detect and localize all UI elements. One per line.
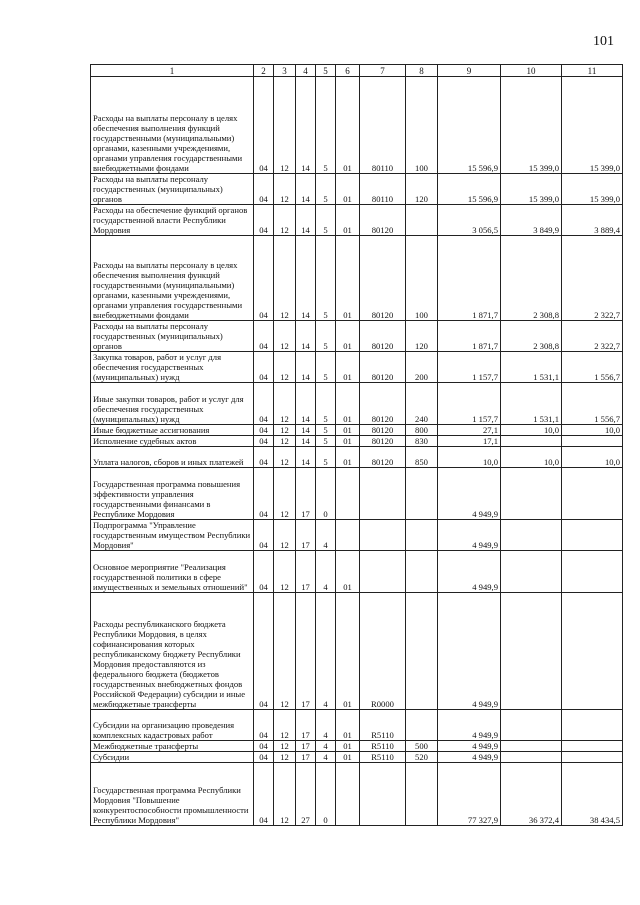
cell-col-7: 80110 bbox=[360, 174, 406, 205]
cell-col-9: 10,0 bbox=[438, 447, 501, 468]
cell-col-11: 38 434,5 bbox=[562, 763, 623, 826]
table-row bbox=[91, 763, 623, 826]
cell-col-7: 80120 bbox=[360, 352, 406, 383]
cell-col-3: 12 bbox=[274, 174, 296, 205]
cell-col-11 bbox=[562, 468, 623, 520]
row-name-cell: Закупка товаров, работ и услуг для обеспечения государственных (муниципальных) нужд bbox=[91, 352, 254, 383]
page-number: 101 bbox=[593, 34, 614, 49]
cell-col-4: 14 bbox=[296, 436, 316, 447]
cell-col-5: 4 bbox=[316, 520, 336, 551]
cell-col-10 bbox=[501, 710, 562, 741]
cell-col-3: 12 bbox=[274, 763, 296, 826]
cell-col-10 bbox=[501, 551, 562, 593]
table-row bbox=[91, 174, 623, 205]
column-header-10: 10 bbox=[501, 65, 562, 77]
cell-col-7: 80120 bbox=[360, 321, 406, 352]
cell-col-6: 01 bbox=[336, 593, 360, 710]
cell-col-2: 04 bbox=[254, 447, 274, 468]
cell-col-5: 4 bbox=[316, 593, 336, 710]
row-name-cell: Подпрограмма "Управление государственным имуществом Республики Мордовия" bbox=[91, 520, 254, 551]
row-name-cell: Основное мероприятие "Реализация государственной политики в сфере имущественных и земельных отношений" bbox=[91, 551, 254, 593]
cell-col-3: 12 bbox=[274, 383, 296, 425]
cell-col-5: 4 bbox=[316, 741, 336, 752]
cell-col-6 bbox=[336, 520, 360, 551]
column-header-5: 5 bbox=[316, 65, 336, 77]
cell-col-8: 200 bbox=[406, 352, 438, 383]
cell-col-11 bbox=[562, 710, 623, 741]
cell-col-10: 36 372,4 bbox=[501, 763, 562, 826]
budget-table bbox=[90, 64, 623, 826]
row-name-cell: Расходы на выплаты персоналу государственных (муниципальных) органов bbox=[91, 321, 254, 352]
cell-col-10 bbox=[501, 520, 562, 551]
cell-col-8: 100 bbox=[406, 236, 438, 321]
cell-col-10: 1 531,1 bbox=[501, 383, 562, 425]
cell-col-10: 10,0 bbox=[501, 425, 562, 436]
cell-col-8: 240 bbox=[406, 383, 438, 425]
cell-col-8 bbox=[406, 205, 438, 236]
cell-col-10: 2 308,8 bbox=[501, 236, 562, 321]
cell-col-2: 04 bbox=[254, 77, 274, 174]
table-row bbox=[91, 383, 623, 425]
table-row bbox=[91, 436, 623, 447]
cell-col-2: 04 bbox=[254, 551, 274, 593]
cell-col-8: 500 bbox=[406, 741, 438, 752]
cell-col-9: 1 157,7 bbox=[438, 383, 501, 425]
cell-col-3: 12 bbox=[274, 205, 296, 236]
cell-col-9: 4 949,9 bbox=[438, 551, 501, 593]
row-name-cell: Расходы на выплаты персоналу в целях обеспечения выполнения функций государственными (муниципальными) органами, казенными учреждениями, органами управления государственными внебюджетными фондами bbox=[91, 236, 254, 321]
cell-col-6: 01 bbox=[336, 436, 360, 447]
cell-col-6: 01 bbox=[336, 447, 360, 468]
column-header-2: 2 bbox=[254, 65, 274, 77]
header-row bbox=[91, 65, 623, 77]
cell-col-3: 12 bbox=[274, 520, 296, 551]
table-row bbox=[91, 447, 623, 468]
cell-col-9: 4 949,9 bbox=[438, 468, 501, 520]
column-header-6: 6 bbox=[336, 65, 360, 77]
table-row bbox=[91, 321, 623, 352]
row-name-cell: Уплата налогов, сборов и иных платежей bbox=[91, 447, 254, 468]
cell-col-7: R0000 bbox=[360, 593, 406, 710]
table-row bbox=[91, 205, 623, 236]
cell-col-9: 4 949,9 bbox=[438, 741, 501, 752]
cell-col-5: 0 bbox=[316, 763, 336, 826]
cell-col-6: 01 bbox=[336, 236, 360, 321]
cell-col-4: 14 bbox=[296, 447, 316, 468]
cell-col-6: 01 bbox=[336, 174, 360, 205]
cell-col-7 bbox=[360, 468, 406, 520]
cell-col-6: 01 bbox=[336, 383, 360, 425]
cell-col-6: 01 bbox=[336, 710, 360, 741]
cell-col-6: 01 bbox=[336, 77, 360, 174]
cell-col-2: 04 bbox=[254, 174, 274, 205]
row-name-cell: Исполнение судебных актов bbox=[91, 436, 254, 447]
cell-col-7: 80120 bbox=[360, 447, 406, 468]
cell-col-10 bbox=[501, 436, 562, 447]
cell-col-4: 17 bbox=[296, 520, 316, 551]
cell-col-6 bbox=[336, 763, 360, 826]
cell-col-2: 04 bbox=[254, 752, 274, 763]
cell-col-8: 830 bbox=[406, 436, 438, 447]
cell-col-4: 14 bbox=[296, 425, 316, 436]
cell-col-5: 4 bbox=[316, 752, 336, 763]
cell-col-11: 10,0 bbox=[562, 425, 623, 436]
cell-col-8 bbox=[406, 468, 438, 520]
cell-col-4: 17 bbox=[296, 741, 316, 752]
cell-col-2: 04 bbox=[254, 593, 274, 710]
cell-col-11: 10,0 bbox=[562, 447, 623, 468]
table-row bbox=[91, 77, 623, 174]
cell-col-11 bbox=[562, 436, 623, 447]
cell-col-3: 12 bbox=[274, 468, 296, 520]
cell-col-2: 04 bbox=[254, 710, 274, 741]
cell-col-11: 2 322,7 bbox=[562, 236, 623, 321]
cell-col-5: 5 bbox=[316, 383, 336, 425]
cell-col-3: 12 bbox=[274, 77, 296, 174]
cell-col-9: 1 871,7 bbox=[438, 236, 501, 321]
cell-col-7 bbox=[360, 520, 406, 551]
cell-col-5: 5 bbox=[316, 77, 336, 174]
cell-col-11 bbox=[562, 752, 623, 763]
cell-col-3: 12 bbox=[274, 551, 296, 593]
row-name-cell: Расходы на обеспечение функций органов государственной власти Республики Мордовия bbox=[91, 205, 254, 236]
cell-col-2: 04 bbox=[254, 741, 274, 752]
cell-col-7: 80120 bbox=[360, 425, 406, 436]
table-row bbox=[91, 236, 623, 321]
cell-col-2: 04 bbox=[254, 205, 274, 236]
cell-col-2: 04 bbox=[254, 383, 274, 425]
table-row bbox=[91, 710, 623, 741]
cell-col-10 bbox=[501, 468, 562, 520]
cell-col-5: 5 bbox=[316, 425, 336, 436]
cell-col-5: 5 bbox=[316, 436, 336, 447]
cell-col-8: 120 bbox=[406, 321, 438, 352]
cell-col-11: 1 556,7 bbox=[562, 352, 623, 383]
table-row bbox=[91, 520, 623, 551]
cell-col-8: 120 bbox=[406, 174, 438, 205]
table-row bbox=[91, 551, 623, 593]
row-name-cell: Государственная программа повышения эффективности управления государственными финансами в Республике Мордовия bbox=[91, 468, 254, 520]
cell-col-8 bbox=[406, 710, 438, 741]
column-header-7: 7 bbox=[360, 65, 406, 77]
table-row bbox=[91, 752, 623, 763]
cell-col-8 bbox=[406, 520, 438, 551]
cell-col-11 bbox=[562, 520, 623, 551]
cell-col-3: 12 bbox=[274, 436, 296, 447]
cell-col-4: 14 bbox=[296, 383, 316, 425]
row-name-cell: Иные закупки товаров, работ и услуг для обеспечения государственных (муниципальных) нужд bbox=[91, 383, 254, 425]
cell-col-7: 80120 bbox=[360, 205, 406, 236]
cell-col-3: 12 bbox=[274, 236, 296, 321]
cell-col-11: 15 399,0 bbox=[562, 174, 623, 205]
cell-col-3: 12 bbox=[274, 447, 296, 468]
cell-col-7: R5110 bbox=[360, 710, 406, 741]
cell-col-4: 14 bbox=[296, 174, 316, 205]
cell-col-7: 80110 bbox=[360, 77, 406, 174]
cell-col-9: 4 949,9 bbox=[438, 593, 501, 710]
cell-col-7: R5110 bbox=[360, 752, 406, 763]
cell-col-8: 850 bbox=[406, 447, 438, 468]
column-header-9: 9 bbox=[438, 65, 501, 77]
cell-col-6: 01 bbox=[336, 551, 360, 593]
row-name-cell: Расходы республиканского бюджета Республики Мордовия, в целях софинансирования которых республиканскому бюджету Республики Мордовия предоставляются из федерального бюджета (бюджетов государственных внебюджетных фондов Российской Федерации) субсидии и иные межбюджетные трансферты bbox=[91, 593, 254, 710]
row-name-cell: Государственная программа Республики Мордовия "Повышение конкурентоспособности промышленности Республики Мордовия" bbox=[91, 763, 254, 826]
cell-col-5: 5 bbox=[316, 321, 336, 352]
column-header-11: 11 bbox=[562, 65, 623, 77]
cell-col-9: 15 596,9 bbox=[438, 77, 501, 174]
cell-col-10: 15 399,0 bbox=[501, 174, 562, 205]
cell-col-7: 80120 bbox=[360, 383, 406, 425]
cell-col-4: 17 bbox=[296, 468, 316, 520]
cell-col-5: 5 bbox=[316, 174, 336, 205]
cell-col-6: 01 bbox=[336, 425, 360, 436]
cell-col-5: 5 bbox=[316, 236, 336, 321]
cell-col-9: 27,1 bbox=[438, 425, 501, 436]
cell-col-10: 1 531,1 bbox=[501, 352, 562, 383]
cell-col-4: 17 bbox=[296, 752, 316, 763]
table-row bbox=[91, 593, 623, 710]
cell-col-4: 27 bbox=[296, 763, 316, 826]
row-name-cell: Субсидии на организацию проведения комплексных кадастровых работ bbox=[91, 710, 254, 741]
table-row bbox=[91, 741, 623, 752]
row-name-cell: Межбюджетные трансферты bbox=[91, 741, 254, 752]
cell-col-3: 12 bbox=[274, 352, 296, 383]
cell-col-6: 01 bbox=[336, 741, 360, 752]
cell-col-11: 1 556,7 bbox=[562, 383, 623, 425]
cell-col-5: 0 bbox=[316, 468, 336, 520]
cell-col-9: 1 871,7 bbox=[438, 321, 501, 352]
cell-col-4: 14 bbox=[296, 77, 316, 174]
cell-col-10: 3 849,9 bbox=[501, 205, 562, 236]
cell-col-10: 15 399,0 bbox=[501, 77, 562, 174]
row-name-cell: Субсидии bbox=[91, 752, 254, 763]
cell-col-6: 01 bbox=[336, 752, 360, 763]
cell-col-5: 5 bbox=[316, 352, 336, 383]
cell-col-2: 04 bbox=[254, 321, 274, 352]
column-header-4: 4 bbox=[296, 65, 316, 77]
cell-col-2: 04 bbox=[254, 520, 274, 551]
cell-col-11 bbox=[562, 741, 623, 752]
cell-col-4: 14 bbox=[296, 321, 316, 352]
cell-col-8: 100 bbox=[406, 77, 438, 174]
cell-col-4: 14 bbox=[296, 352, 316, 383]
cell-col-7: 80120 bbox=[360, 236, 406, 321]
table-row bbox=[91, 425, 623, 436]
cell-col-8: 800 bbox=[406, 425, 438, 436]
table-row bbox=[91, 468, 623, 520]
cell-col-4: 14 bbox=[296, 236, 316, 321]
cell-col-2: 04 bbox=[254, 425, 274, 436]
cell-col-2: 04 bbox=[254, 352, 274, 383]
cell-col-11 bbox=[562, 593, 623, 710]
cell-col-8 bbox=[406, 593, 438, 710]
cell-col-9: 4 949,9 bbox=[438, 710, 501, 741]
table-row bbox=[91, 352, 623, 383]
cell-col-8 bbox=[406, 551, 438, 593]
cell-col-5: 4 bbox=[316, 551, 336, 593]
cell-col-8: 520 bbox=[406, 752, 438, 763]
cell-col-3: 12 bbox=[274, 425, 296, 436]
cell-col-8 bbox=[406, 763, 438, 826]
cell-col-3: 12 bbox=[274, 710, 296, 741]
cell-col-2: 04 bbox=[254, 763, 274, 826]
cell-col-6 bbox=[336, 468, 360, 520]
row-name-cell: Расходы на выплаты персоналу государственных (муниципальных) органов bbox=[91, 174, 254, 205]
cell-col-11 bbox=[562, 551, 623, 593]
cell-col-9: 3 056,5 bbox=[438, 205, 501, 236]
cell-col-10: 2 308,8 bbox=[501, 321, 562, 352]
cell-col-11: 15 399,0 bbox=[562, 77, 623, 174]
cell-col-9: 4 949,9 bbox=[438, 520, 501, 551]
cell-col-4: 17 bbox=[296, 593, 316, 710]
cell-col-5: 5 bbox=[316, 447, 336, 468]
cell-col-2: 04 bbox=[254, 236, 274, 321]
cell-col-4: 17 bbox=[296, 551, 316, 593]
cell-col-3: 12 bbox=[274, 741, 296, 752]
cell-col-10 bbox=[501, 752, 562, 763]
cell-col-9: 1 157,7 bbox=[438, 352, 501, 383]
cell-col-5: 5 bbox=[316, 205, 336, 236]
cell-col-5: 4 bbox=[316, 710, 336, 741]
cell-col-6: 01 bbox=[336, 205, 360, 236]
cell-col-7 bbox=[360, 763, 406, 826]
cell-col-3: 12 bbox=[274, 593, 296, 710]
cell-col-9: 77 327,9 bbox=[438, 763, 501, 826]
cell-col-7: R5110 bbox=[360, 741, 406, 752]
cell-col-7 bbox=[360, 551, 406, 593]
cell-col-4: 17 bbox=[296, 710, 316, 741]
cell-col-6: 01 bbox=[336, 352, 360, 383]
cell-col-9: 4 949,9 bbox=[438, 752, 501, 763]
cell-col-7: 80120 bbox=[360, 436, 406, 447]
cell-col-3: 12 bbox=[274, 752, 296, 763]
cell-col-11: 2 322,7 bbox=[562, 321, 623, 352]
column-header-1: 1 bbox=[91, 65, 254, 77]
cell-col-10 bbox=[501, 741, 562, 752]
cell-col-2: 04 bbox=[254, 468, 274, 520]
column-header-3: 3 bbox=[274, 65, 296, 77]
cell-col-10 bbox=[501, 593, 562, 710]
cell-col-6: 01 bbox=[336, 321, 360, 352]
cell-col-9: 15 596,9 bbox=[438, 174, 501, 205]
cell-col-11: 3 889,4 bbox=[562, 205, 623, 236]
cell-col-9: 17,1 bbox=[438, 436, 501, 447]
column-header-8: 8 bbox=[406, 65, 438, 77]
cell-col-10: 10,0 bbox=[501, 447, 562, 468]
cell-col-4: 14 bbox=[296, 205, 316, 236]
row-name-cell: Расходы на выплаты персоналу в целях обеспечения выполнения функций государственными (муниципальными) органами, казенными учреждениями, органами управления государственными внебюджетными фондами bbox=[91, 77, 254, 174]
row-name-cell: Иные бюджетные ассигнования bbox=[91, 425, 254, 436]
cell-col-3: 12 bbox=[274, 321, 296, 352]
cell-col-2: 04 bbox=[254, 436, 274, 447]
